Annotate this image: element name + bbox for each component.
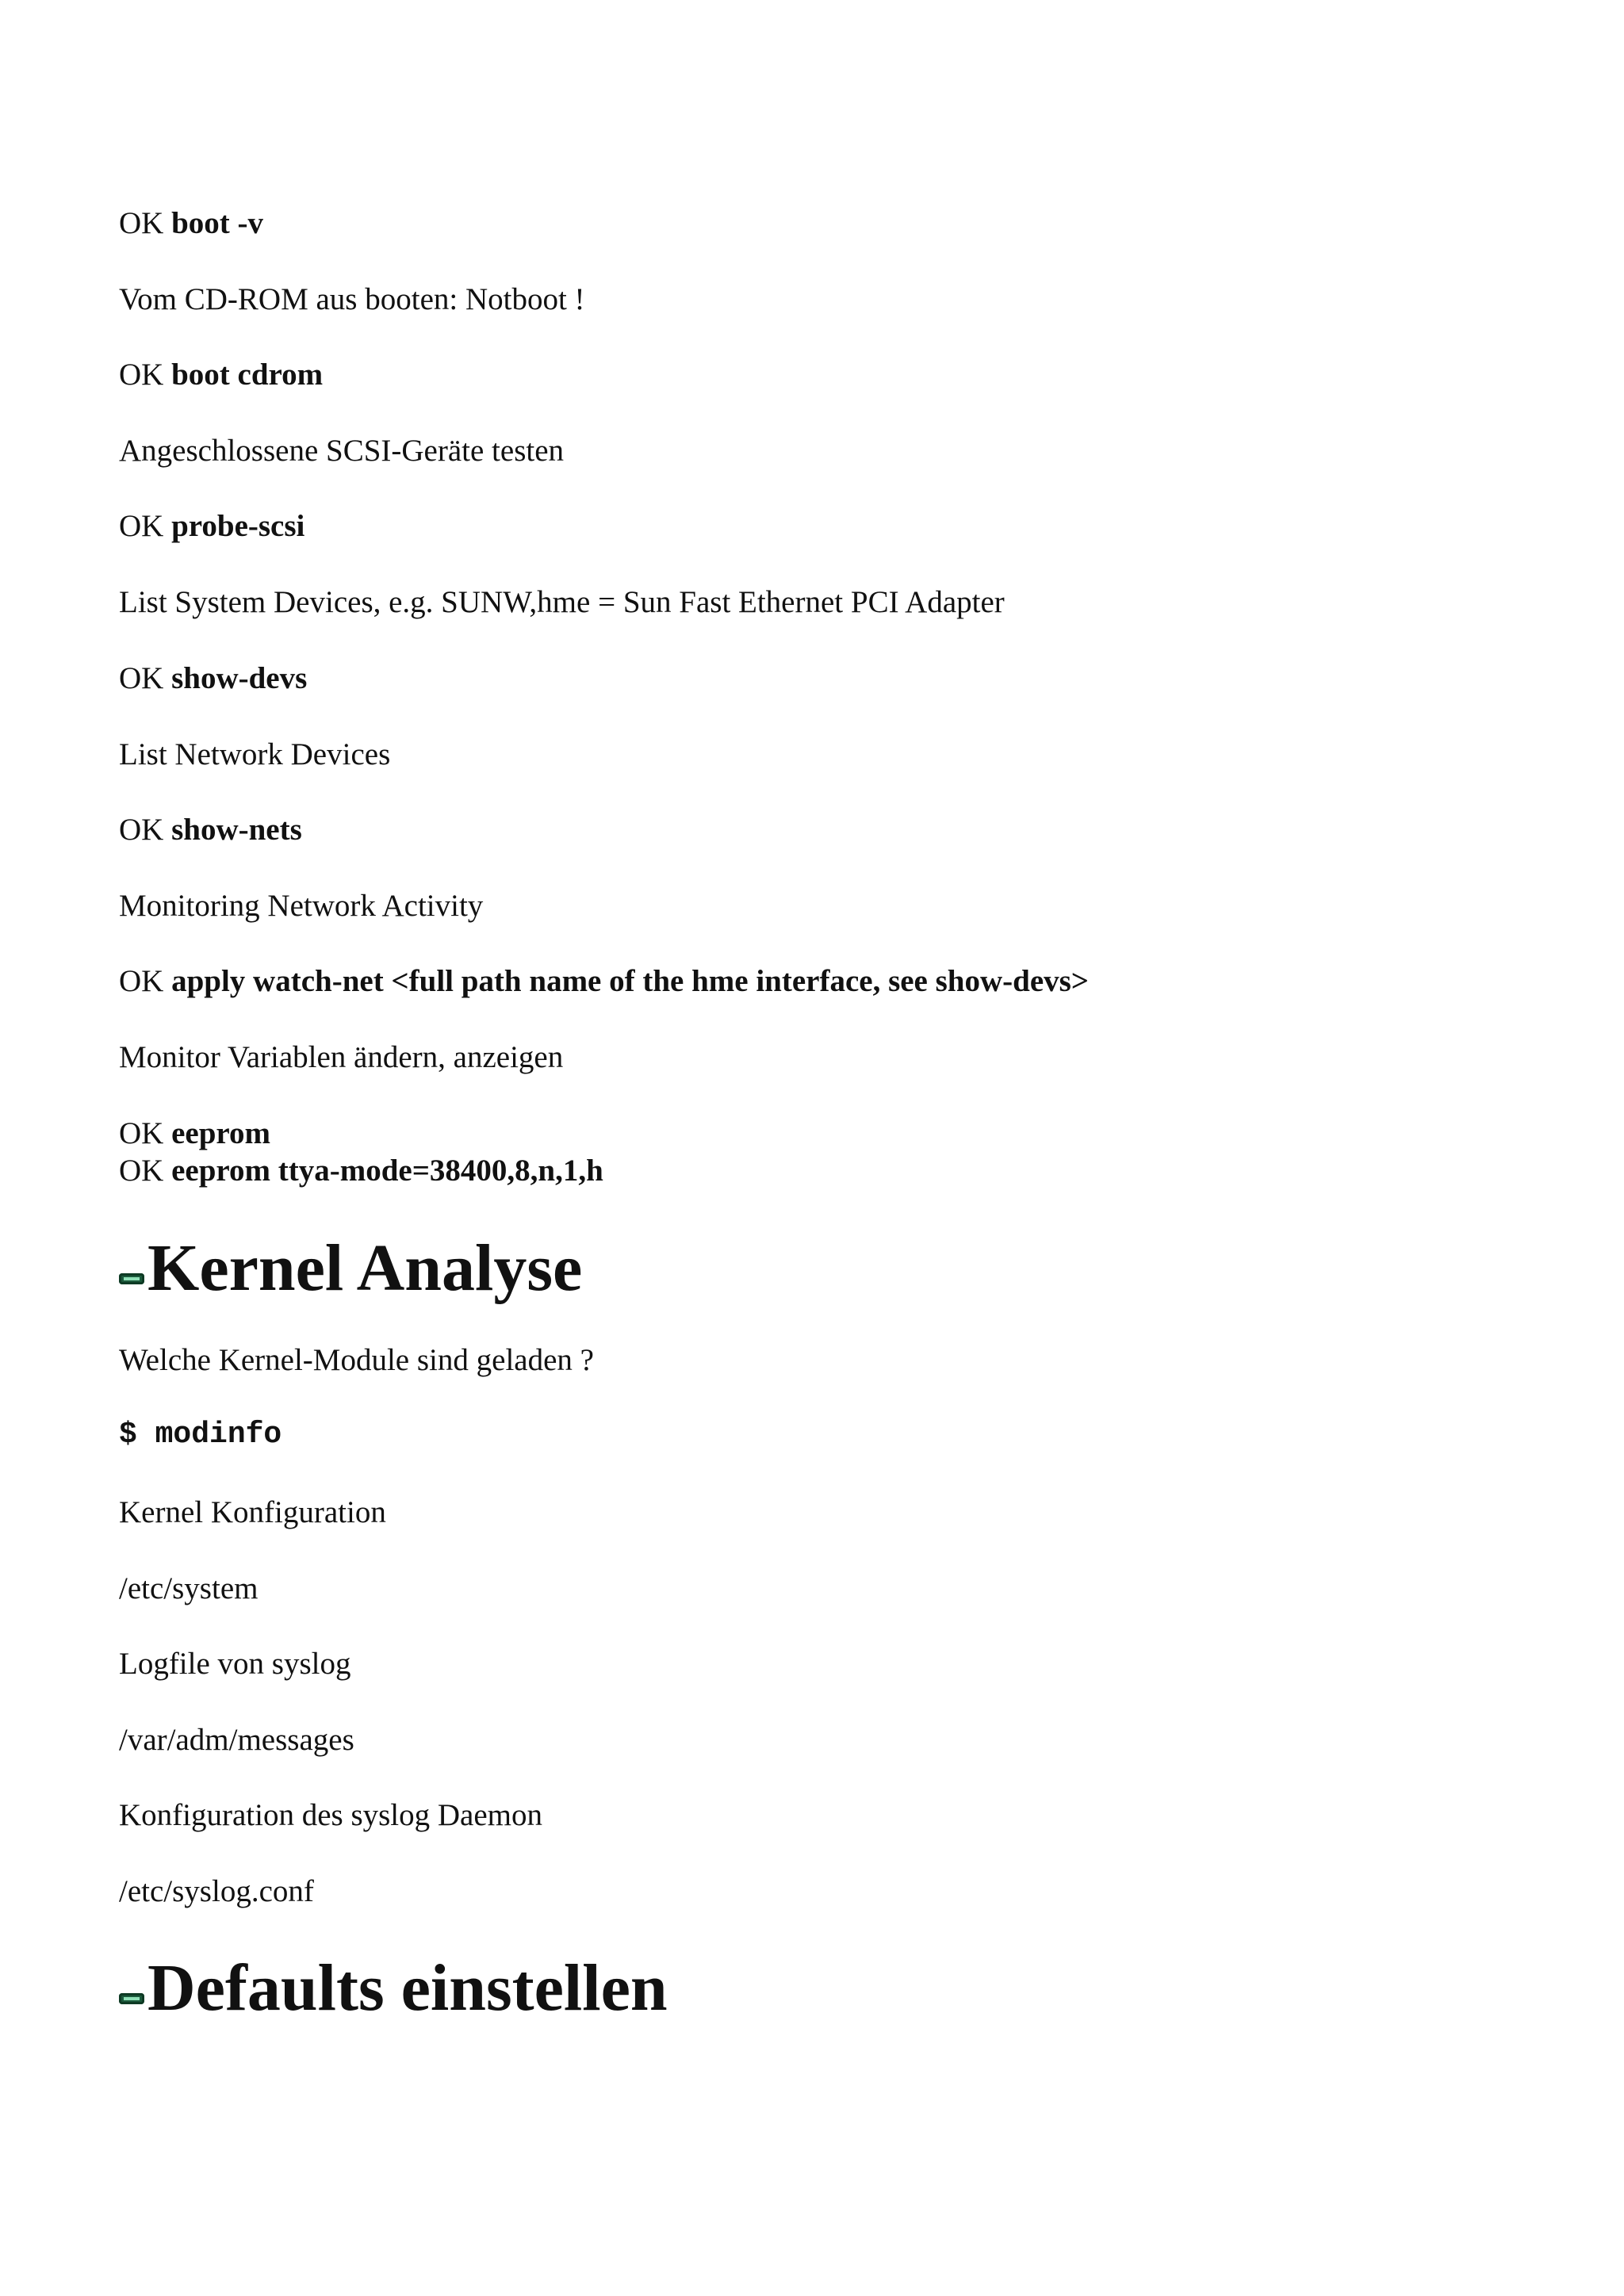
description-line: List Network Devices <box>119 737 391 771</box>
kernel-question: Welche Kernel-Module sind geladen ? <box>119 1343 594 1377</box>
command-line: OK boot cdrom <box>119 358 324 392</box>
collapse-minus-icon[interactable] <box>119 1993 144 2004</box>
command: boot cdrom <box>171 358 324 392</box>
defaults-einstellen-heading: Defaults einstellen <box>119 1950 668 2026</box>
description-line: List System Devices, e.g. SUNW,hme = Sun Fast Ethernet PCI Adapter <box>119 585 1005 619</box>
syslog-logfile-label: Logfile von syslog <box>119 1647 351 1681</box>
command-line: OK show-devs <box>119 661 308 695</box>
command: eeprom ttya-mode=38400,8,n,1,h <box>171 1154 603 1188</box>
kernel-config-path: /etc/system <box>119 1571 259 1605</box>
description-line: Monitor Variablen ändern, anzeigen <box>119 1040 564 1074</box>
command-line: OK eeprom <box>119 1116 270 1150</box>
syslog-daemon-label: Konfiguration des syslog Daemon <box>119 1798 543 1832</box>
description-line: Monitoring Network Activity <box>119 889 484 923</box>
command: eeprom <box>171 1116 270 1150</box>
command: apply watch-net <full path name of the hme interface, see show-devs> <box>171 964 1090 998</box>
command: probe-scsi <box>171 509 305 543</box>
command: boot -v <box>171 206 264 240</box>
syslog-daemon-path: /etc/syslog.conf <box>119 1874 314 1908</box>
description-line: Vom CD-ROM aus booten: Notboot ! <box>119 282 585 316</box>
description-line: Angeschlossene SCSI-Geräte testen <box>119 434 565 468</box>
command: show-devs <box>171 661 308 695</box>
command: show-nets <box>171 813 302 847</box>
collapse-minus-icon[interactable] <box>119 1273 144 1284</box>
command-line: OK eeprom ttya-mode=38400,8,n,1,h <box>119 1154 603 1188</box>
syslog-logfile-path: /var/adm/messages <box>119 1723 354 1757</box>
command-line: OK show-nets <box>119 813 302 847</box>
modinfo-command: $ modinfo <box>119 1418 282 1452</box>
kernel-config-label: Kernel Konfiguration <box>119 1495 386 1529</box>
command-line: OK probe-scsi <box>119 509 305 543</box>
command-line: OK apply watch-net <full path name of the hme interface, see show-devs> <box>119 964 1090 998</box>
command-line: OK boot -v <box>119 206 264 240</box>
kernel-analyse-heading: Kernel Analyse <box>119 1230 582 1307</box>
